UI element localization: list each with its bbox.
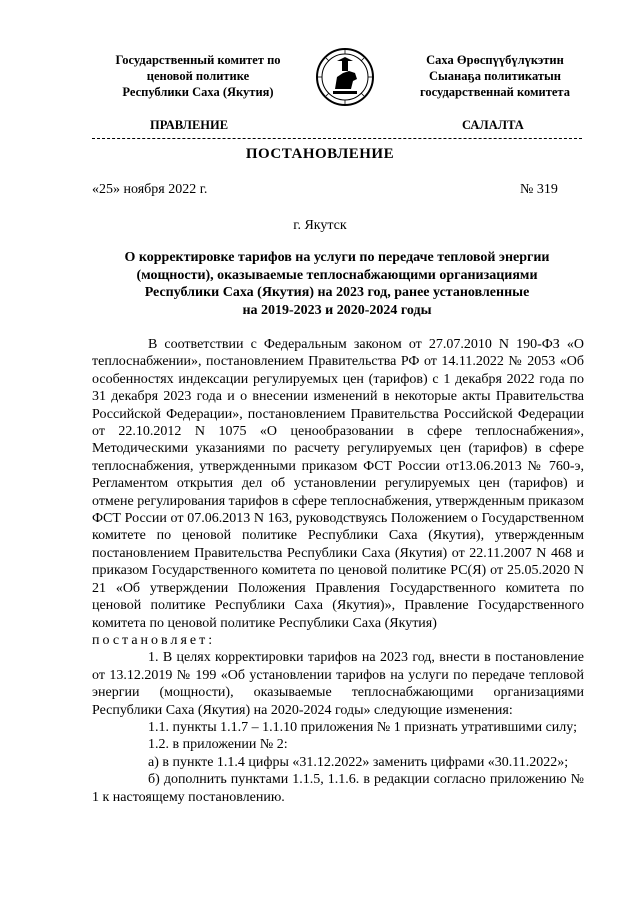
- header-left-line: ценовой политике: [146, 69, 250, 83]
- subject-line: О корректировке тарифов на услуги по передаче тепловой энергии: [124, 250, 550, 265]
- clause-1-2-b: б) дополнить пунктами 1.1.5, 1.1.6. в редакции согласно приложению № 1 к настоящему постановлению.: [92, 772, 584, 805]
- clause-1-2: 1.2. в приложении № 2:: [148, 737, 288, 753]
- header-right-line: Саха Өрөспүүбүлүкэтин: [426, 53, 564, 67]
- document-subject: [92, 249, 582, 319]
- header-separator: [92, 138, 582, 139]
- header-right-org: [385, 52, 605, 100]
- decree-word: постановляет:: [92, 632, 216, 648]
- document-city: г. Якутск: [293, 218, 347, 233]
- header-left-line: Государственный комитет по: [115, 53, 281, 67]
- clause-1-1: 1.1. пункты 1.1.7 – 1.1.10 приложения № 1 признать утратившими силу;: [148, 719, 577, 735]
- subject-line: (мощности), оказываемые теплоснабжающими организациями: [136, 267, 538, 283]
- header-left-org: [88, 52, 308, 100]
- coat-of-arms-emblem: [315, 47, 375, 107]
- document-body: [92, 336, 584, 806]
- document-title: ПОСТАНОВЛЕНИЕ: [245, 146, 395, 162]
- document-date: «25» ноября 2022 г.: [92, 182, 208, 197]
- header-left-line: Республики Саха (Якутия): [122, 85, 274, 99]
- header-right-line: государственнай комитета: [420, 85, 570, 99]
- header-right-sub: САЛАЛТА: [462, 118, 524, 132]
- subject-line: на 2019-2023 и 2020-2024 годы: [242, 302, 432, 318]
- header-right-line: Сыанаҕа политикатын: [429, 69, 561, 83]
- document-number: № 319: [520, 182, 558, 197]
- subject-line: Республики Саха (Якутия) на 2023 год, ранее установленные: [144, 285, 530, 300]
- preamble-paragraph: В соответствии с Федеральным законом от 27.07.2010 N 190-ФЗ «О теплоснабжении», постановлением Правительства РФ от 14.11.2022 № 2053 «Об особенностях индексации регулируемых цен (тарифов) с 1 декабря 2022 года по 31 декабря 2023 года и о внесении изменений в некоторые акты Правительства Российской Федерации», постановлением Правительства Российской Федерации от 22.10.2012 N 1075 «О ценообразовании в сфере теплоснабжения», Методическими указаниями по расчету регулируемых цен (тарифов) в сфере теплоснабжения, утвержденными приказом ФСТ России от13.06.2013 № 760-э, Регламентом открытия дел об установлении регулируемых цен (тарифов) и отмене регулирования тарифов в сфере теплоснабжения, утвержденным приказом ФСТ России от 07.06.2013 N 163, руководствуясь Положением о Государственном комитете по ценовой политике Республики Саха (Якутия), утвержденным постановлением Правительства Республики Саха (Якутия) от 22.11.2007 N 468 и приказом Государственного комитета по ценовой политике РС(Я) от 25.05.2020 N 21 «Об утверждении Положения Правления Государственного комитета по ценовой политике Республики Саха (Якутия)», Правление Государственного комитета по ценовой политике Республики Саха (Якутия): [92, 337, 584, 631]
- header-left-sub: ПРАВЛЕНИЕ: [150, 118, 229, 132]
- clause-1: 1. В целях корректировки тарифов на 2023 год, внести в постановление от 13.12.2019 № 199 «Об установлении тарифов на услуги по передаче тепловой энергии (мощности), оказываемые теплоснабжающими организациями Республики Саха (Якутия) на 2020-2024 годы» следующие изменения:: [92, 650, 584, 718]
- clause-1-2-a: а) в пункте 1.1.4 цифры «31.12.2022» заменить цифрами «30.11.2022»;: [148, 754, 569, 770]
